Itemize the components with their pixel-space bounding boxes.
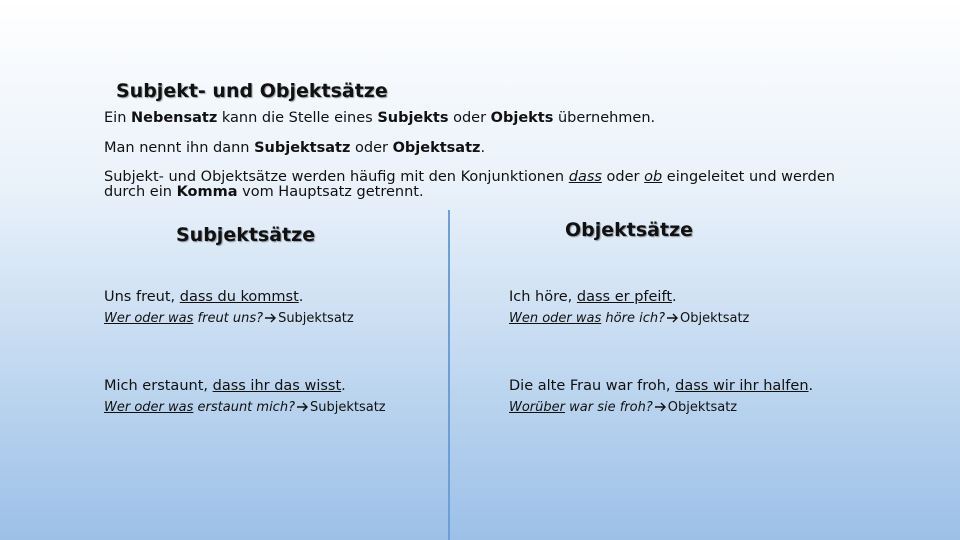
subjektsaetze-heading: Subjektsätze <box>176 224 316 246</box>
term-komma: Komma <box>176 184 238 200</box>
text: Ein <box>104 110 131 126</box>
right-arrow-icon <box>265 313 277 323</box>
text: kann die Stelle eines <box>217 110 378 126</box>
term-subjektsatz: Subjektsatz <box>254 140 351 156</box>
text: . <box>341 378 346 394</box>
conj-dass: dass <box>568 169 602 185</box>
left-example-2 <box>104 378 346 394</box>
right-arrow-icon <box>655 402 667 412</box>
intro-paragraph-2 <box>104 140 485 156</box>
text: eingeleitet und werden <box>662 169 835 185</box>
question-word: Wer oder was <box>104 400 194 415</box>
question: erstaunt mich? <box>193 400 295 415</box>
text: Man nennt ihn dann <box>104 140 255 156</box>
text: oder <box>448 110 491 126</box>
clause: dass du kommst <box>179 289 299 305</box>
page-title: Subjekt- und Objektsätze <box>116 80 388 102</box>
text: . <box>808 378 814 394</box>
intro-paragraph-1 <box>104 110 655 126</box>
text: . <box>480 140 486 156</box>
right-example-1 <box>509 289 677 305</box>
result-label: Subjektsatz <box>278 311 354 326</box>
text: Uns freut, <box>104 289 180 305</box>
text: oder <box>350 140 393 156</box>
result-label: Objektsatz <box>679 311 750 326</box>
text: oder <box>601 169 645 185</box>
term-objektsatz: Objektsatz <box>392 140 481 156</box>
question: höre ich? <box>601 311 665 326</box>
intro-paragraph-3 <box>104 170 835 200</box>
text: vom Hauptsatz getrennt. <box>237 184 424 200</box>
right-arrow-icon <box>297 402 309 412</box>
column-divider <box>448 210 450 540</box>
question: freut uns? <box>193 311 264 326</box>
text: Mich erstaunt, <box>104 378 213 394</box>
right-arrow-icon <box>667 313 679 323</box>
conj-ob: ob <box>644 169 663 185</box>
question-word: Worüber <box>509 400 565 415</box>
clause: dass wir ihr halfen <box>675 378 809 394</box>
right-question-1 <box>509 311 749 326</box>
text: Ich höre, <box>509 289 577 305</box>
question-word: Wer oder was <box>104 311 194 326</box>
result-label: Objektsatz <box>667 400 738 415</box>
clause: dass ihr das wisst <box>212 378 342 394</box>
right-example-2 <box>509 378 813 394</box>
left-question-2 <box>104 400 386 415</box>
left-question-1 <box>104 311 354 326</box>
text: Subjekt- und Objektsätze werden häufig mit den Konjunktionen <box>104 169 569 185</box>
question-word: Wen oder was <box>509 311 602 326</box>
term-nebensatz: Nebensatz <box>131 110 218 126</box>
right-question-2 <box>509 400 737 415</box>
text: . <box>672 289 677 305</box>
text: Die alte Frau war froh, <box>509 378 676 394</box>
term-objekts: Objekts <box>490 110 554 126</box>
text: durch ein <box>104 184 177 200</box>
left-example-1 <box>104 289 303 305</box>
text: . <box>298 289 304 305</box>
result-label: Subjektsatz <box>309 400 386 415</box>
question: war sie froh? <box>565 400 653 415</box>
objektsaetze-heading: Objektsätze <box>565 219 694 241</box>
text: übernehmen. <box>553 110 656 126</box>
clause: dass er pfeift <box>576 289 672 305</box>
term-subjekts: Subjekts <box>377 110 449 126</box>
